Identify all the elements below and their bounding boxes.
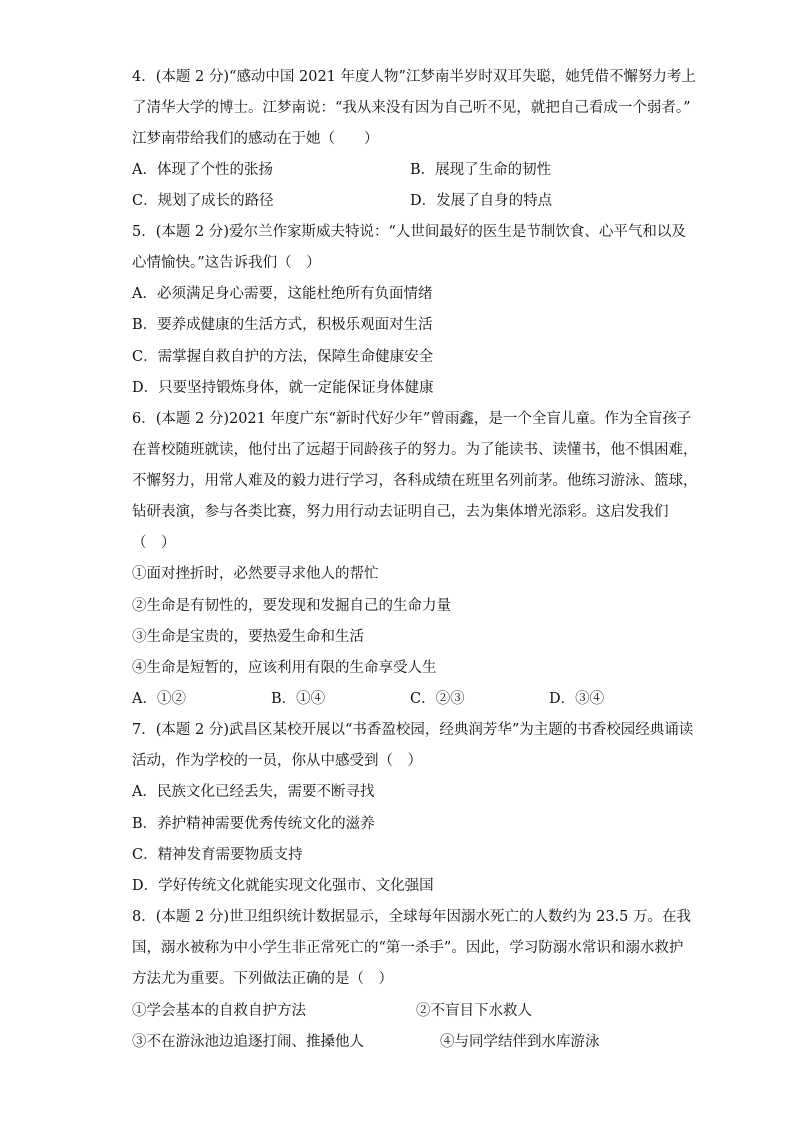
q7-option-a: A．民族文化已经丢失，需要不断寻找 bbox=[132, 784, 375, 800]
q8-statement-2: ②不盲目下水救人 bbox=[416, 1003, 532, 1019]
q5-option-b: B．要养成健康的生活方式，积极乐观面对生活 bbox=[132, 317, 433, 333]
q8-stem-line-1: 8．(本题 2 分)世卫组织统计数据显示，全球每年因溺水死亡的人数约为 23.5 万。在我 bbox=[132, 909, 691, 925]
q4-option-c: C．规划了成长的路径 bbox=[132, 193, 274, 209]
q7-option-b: B．养护精神需要优秀传统文化的滋养 bbox=[132, 816, 375, 832]
q6-stem-line-3: 不懈努力，用常人难及的毅力进行学习，各科成绩在班里名列前茅。他练习游泳、篮球， bbox=[132, 473, 698, 489]
q6-statement-2: ②生命是有韧性的，要发现和发掘自己的生命力量 bbox=[132, 598, 451, 614]
q4-option-d: D．发展了自身的特点 bbox=[410, 193, 553, 209]
q6-stem-line-4: 钻研表演，参与各类比赛，努力用行动去证明自己，去为集体增光添彩。这启发我们 bbox=[132, 504, 669, 520]
q8-stem-line-3: 方法尤为重要。下列做法正确的是（ ） bbox=[132, 971, 393, 987]
q5-option-c: C．需掌握自救自护的方法，保障生命健康安全 bbox=[132, 349, 434, 365]
q5-option-d: D．只要坚持锻炼身体，就一定能保证身体健康 bbox=[132, 380, 434, 396]
q7-option-d: D．学好传统文化就能实现文化强市、文化强国 bbox=[132, 878, 434, 894]
q6-statement-4: ④生命是短暂的，应该利用有限的生命享受人生 bbox=[132, 660, 437, 676]
q5-stem-line-2: 心情愉快。”这告诉我们（ ） bbox=[132, 255, 321, 271]
q5-stem-line-1: 5．(本题 2 分)爱尔兰作家斯威夫特说：“人世间最好的医生是节制饮食、心平气和以及 bbox=[132, 224, 686, 240]
q8-statement-3: ③不在游泳池边追逐打闹、推搡他人 bbox=[132, 1034, 364, 1050]
q6-statement-3: ③生命是宝贵的，要热爱生命和生活 bbox=[132, 629, 364, 645]
q7-option-c: C．精神发育需要物质支持 bbox=[132, 847, 303, 863]
q8-stem-line-2: 国，溺水被称为中小学生非正常死亡的“第一杀手”。因此，学习防溺水常识和溺水救护 bbox=[132, 940, 684, 956]
q6-option-c: C．②③ bbox=[410, 691, 465, 707]
q6-stem-line-2: 在普校随班就读，他付出了远超于同龄孩子的努力。为了能读书、读懂书，他不惧困难， bbox=[132, 442, 698, 458]
q5-option-a: A．必须满足身心需要，这能杜绝所有负面情绪 bbox=[132, 286, 433, 302]
q6-option-b: B．①④ bbox=[271, 691, 326, 707]
q6-option-a: A．①② bbox=[132, 691, 186, 707]
q4-option-a: A．体现了个性的张扬 bbox=[132, 162, 273, 178]
q8-statement-1: ①学会基本的自救自护方法 bbox=[132, 1003, 306, 1019]
q4-stem-line-2: 了清华大学的博士。江梦南说：“我从来没有因为自己听不见，就把自己看成一个弱者。” bbox=[132, 100, 691, 116]
q4-option-b: B．展现了生命的韧性 bbox=[410, 162, 552, 178]
q8-statement-4: ④与同学结伴到水库游泳 bbox=[440, 1034, 600, 1050]
q7-stem-line-2: 活动，作为学校的一员，你从中感受到（ ） bbox=[132, 753, 422, 769]
q4-stem-line-1: 4．(本题 2 分)“感动中国 2021 年度人物”江梦南半岁时双耳失聪，她凭借不懈努力考上 bbox=[132, 69, 696, 85]
q6-stem-line-1: 6．(本题 2 分)2021 年度广东“新时代好少年”曾雨鑫，是一个全盲儿童。作为全盲孩子 bbox=[132, 411, 692, 427]
q6-statement-1: ①面对挫折时，必然要寻求他人的帮忙 bbox=[132, 566, 379, 582]
q7-stem-line-1: 7．(本题 2 分)武昌区某校开展以“书香盈校园，经典润芳华”为主题的书香校园经典诵读 bbox=[132, 722, 694, 738]
q6-stem-line-5: （ ） bbox=[132, 535, 176, 551]
q6-option-d: D．③④ bbox=[549, 691, 605, 707]
q4-stem-line-3: 江梦南带给我们的感动在于她（ ） bbox=[132, 131, 379, 147]
